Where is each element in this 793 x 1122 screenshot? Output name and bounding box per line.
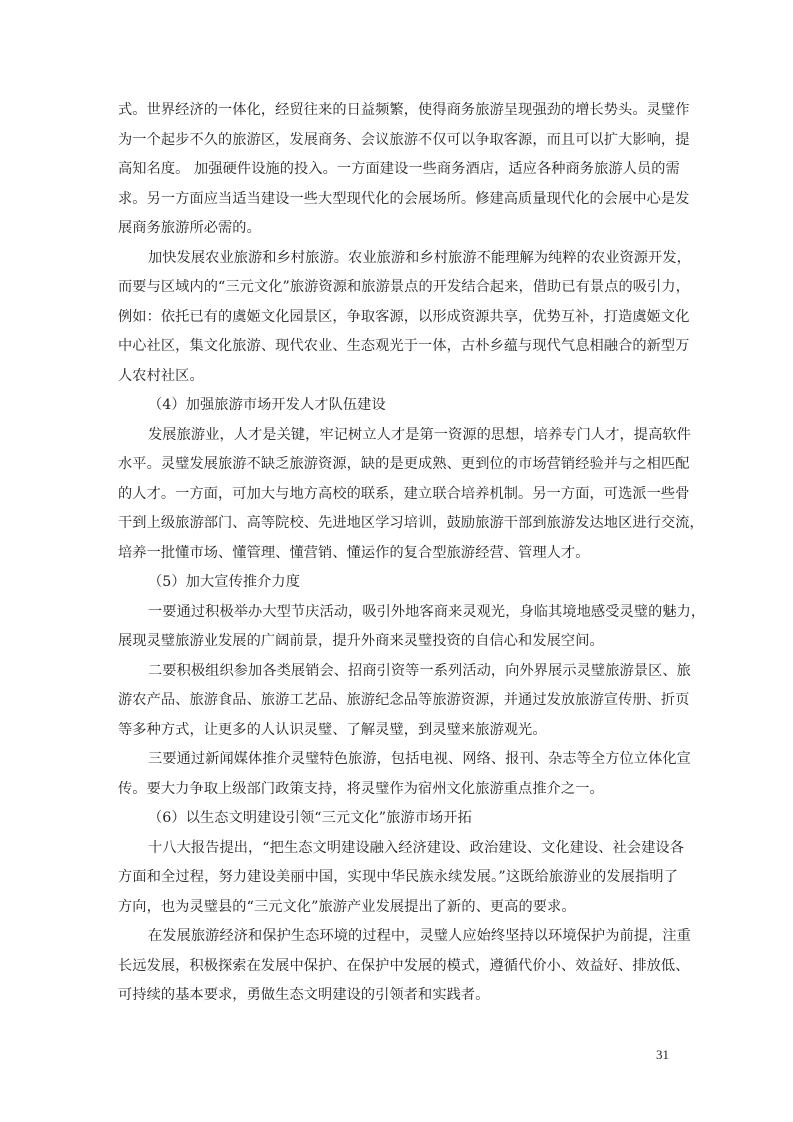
text-line: 为一个起步不久的旅游区，发展商务、会议旅游不仅可以争取客源，而且可以扩大影响，提 — [118, 131, 690, 148]
text-line: 方面和全过程，努力建设美丽中国，实现中华民族永续发展。”这既给旅游业的发展指明了 — [118, 869, 678, 885]
text-line: 加快发展农业旅游和乡村旅游。农业旅游和乡村旅游不能理解为纯粹的农业资源开发， — [148, 249, 691, 266]
text-line: 方向，也为灵璧县的“三元文化”旅游产业发展提出了新的、更高的要求。 — [118, 898, 576, 915]
text-line: 的人才。一方面，可加大与地方高校的联系，建立联合培养机制。另一方面，可选派一些骨 — [118, 485, 690, 502]
text-line: 高知名度。 加强硬件设施的投入。一方面建设一些商务酒店，适应各种商务旅游人员的需 — [118, 161, 680, 177]
text-line: 一要通过积极举办大型节庆活动，吸引外地客商来灵观光，身临其境地感受灵璧的魅力， — [148, 603, 706, 620]
text-line: 十八大报告提出，“把生态文明建设融入经济建设、政治建设、文化建设、社会建设各 — [148, 839, 684, 856]
section-heading: （4）加强旅游市场开发人才队伍建设 — [148, 397, 386, 413]
text-line: 而要与区域内的“三元文化”旅游资源和旅游景点的开发结合起来，借助已有景点的吸引力， — [118, 279, 690, 295]
text-line: 在发展旅游经济和保护生态环境的过程中，灵璧人应始终坚持以环境保护为前提，注重 — [148, 928, 691, 944]
text-line: 例如：依托已有的虞姬文化园景区，争取客源，以形成资源共享，优势互补，打造虞姬文化 — [118, 308, 690, 325]
text-line: 式。世界经济的一体化，经贸往来的日益频繁，使得商务旅游呈现强劲的增长势头。灵璧作 — [118, 102, 690, 118]
text-line: 培养一批懂市场、懂管理、懂营销、懂运作的复合型旅游经营、管理人才。 — [118, 544, 590, 561]
text-line: 中心社区，集文化旅游、现代农业、生态观光于一体，古朴乡蕴与现代气息相融合的新型万 — [118, 338, 690, 354]
section-heading: （5）加大宣传推介力度 — [148, 574, 301, 590]
text-line: 二要积极组织参加各类展销会、招商引资等一系列活动，向外界展示灵璧旅游景区、旅 — [148, 662, 691, 679]
text-line: 游农产品、旅游食品、旅游工艺品、旅游纪念品等旅游资源，并通过发放旅游宣传册、折页 — [118, 692, 690, 708]
document-body — [118, 96, 706, 1011]
text-line: 水平。灵璧发展旅游不缺乏旅游资源，缺的是更成熟、更到位的市场营销经验并与之相匹配 — [118, 456, 690, 472]
page-number: 31 — [656, 1047, 669, 1062]
text-line: 展商务旅游所必需的。 — [118, 220, 261, 236]
text-line: 展现灵璧旅游业发展的广阔前景，提升外商来灵璧投资的自信心和发展空间。 — [118, 633, 604, 649]
text-line: 等多种方式，让更多的人认识灵璧、了解灵璧，到灵璧来旅游观光。 — [118, 721, 547, 738]
text-line: 传。要大力争取上级部门政策支持，将灵璧作为宿州文化旅游重点推介之一。 — [118, 780, 604, 797]
text-line: 求。另一方面应当适当建设一些大型现代化的会展场所。修建高质量现代化的会展中心是发 — [118, 190, 690, 207]
text-line: 长远发展，积极探索在发展中保护、在保护中发展的模式，遵循代价小、效益好、排放低、 — [118, 957, 690, 974]
text-line: 人农村社区。 — [118, 367, 204, 384]
text-line: 可持续的基本要求，勇做生态文明建设的引领者和实践者。 — [118, 987, 490, 1003]
text-line: 三要通过新闻媒体推介灵璧特色旅游，包括电视、网络、报刊、杂志等全方位立体化宣 — [148, 751, 691, 767]
text-line: 干到上级旅游部门、高等院校、先进地区学习培训，鼓励旅游干部到旅游发达地区进行交流， — [118, 515, 704, 531]
section-heading: （6）以生态文明建设引领“三元文化”旅游市场开拓 — [148, 810, 472, 826]
text-line: 发展旅游业，人才是关键，牢记树立人才是第一资源的思想，培养专门人才，提高软件 — [148, 426, 691, 443]
